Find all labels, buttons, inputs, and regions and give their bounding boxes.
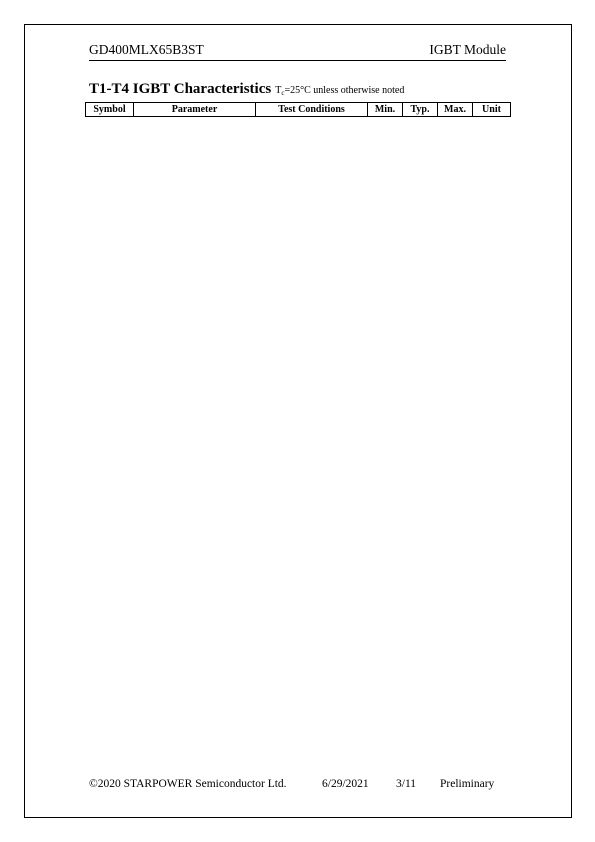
section-title [89,80,404,98]
footer-date: 6/29/2021 [322,778,369,790]
page-border [24,24,572,818]
igbt-characteristics-table [85,102,511,117]
col-header-unit: Unit [473,103,511,117]
col-header-symbol: Symbol [86,103,134,117]
col-header-max: Max. [438,103,473,117]
table-header-row [86,103,511,117]
col-header-parameter: Parameter [134,103,256,117]
section-title-main: T1-T4 IGBT Characteristics [89,81,272,97]
col-header-min: Min. [368,103,403,117]
col-header-test-conditions: Test Conditions [256,103,368,117]
module-type: IGBT Module [429,42,506,57]
page-header [89,40,506,61]
col-header-typ: Typ. [403,103,438,117]
footer-status: Preliminary [440,778,495,790]
footer-page: 3/11 [396,778,417,790]
section-title-condition: $T_c=25^\circ C$ unless otherwise noted [275,85,405,97]
footer-copyright: ©2020 STARPOWER Semiconductor Ltd. [89,778,287,790]
part-number: GD400MLX65B3ST [89,42,204,57]
